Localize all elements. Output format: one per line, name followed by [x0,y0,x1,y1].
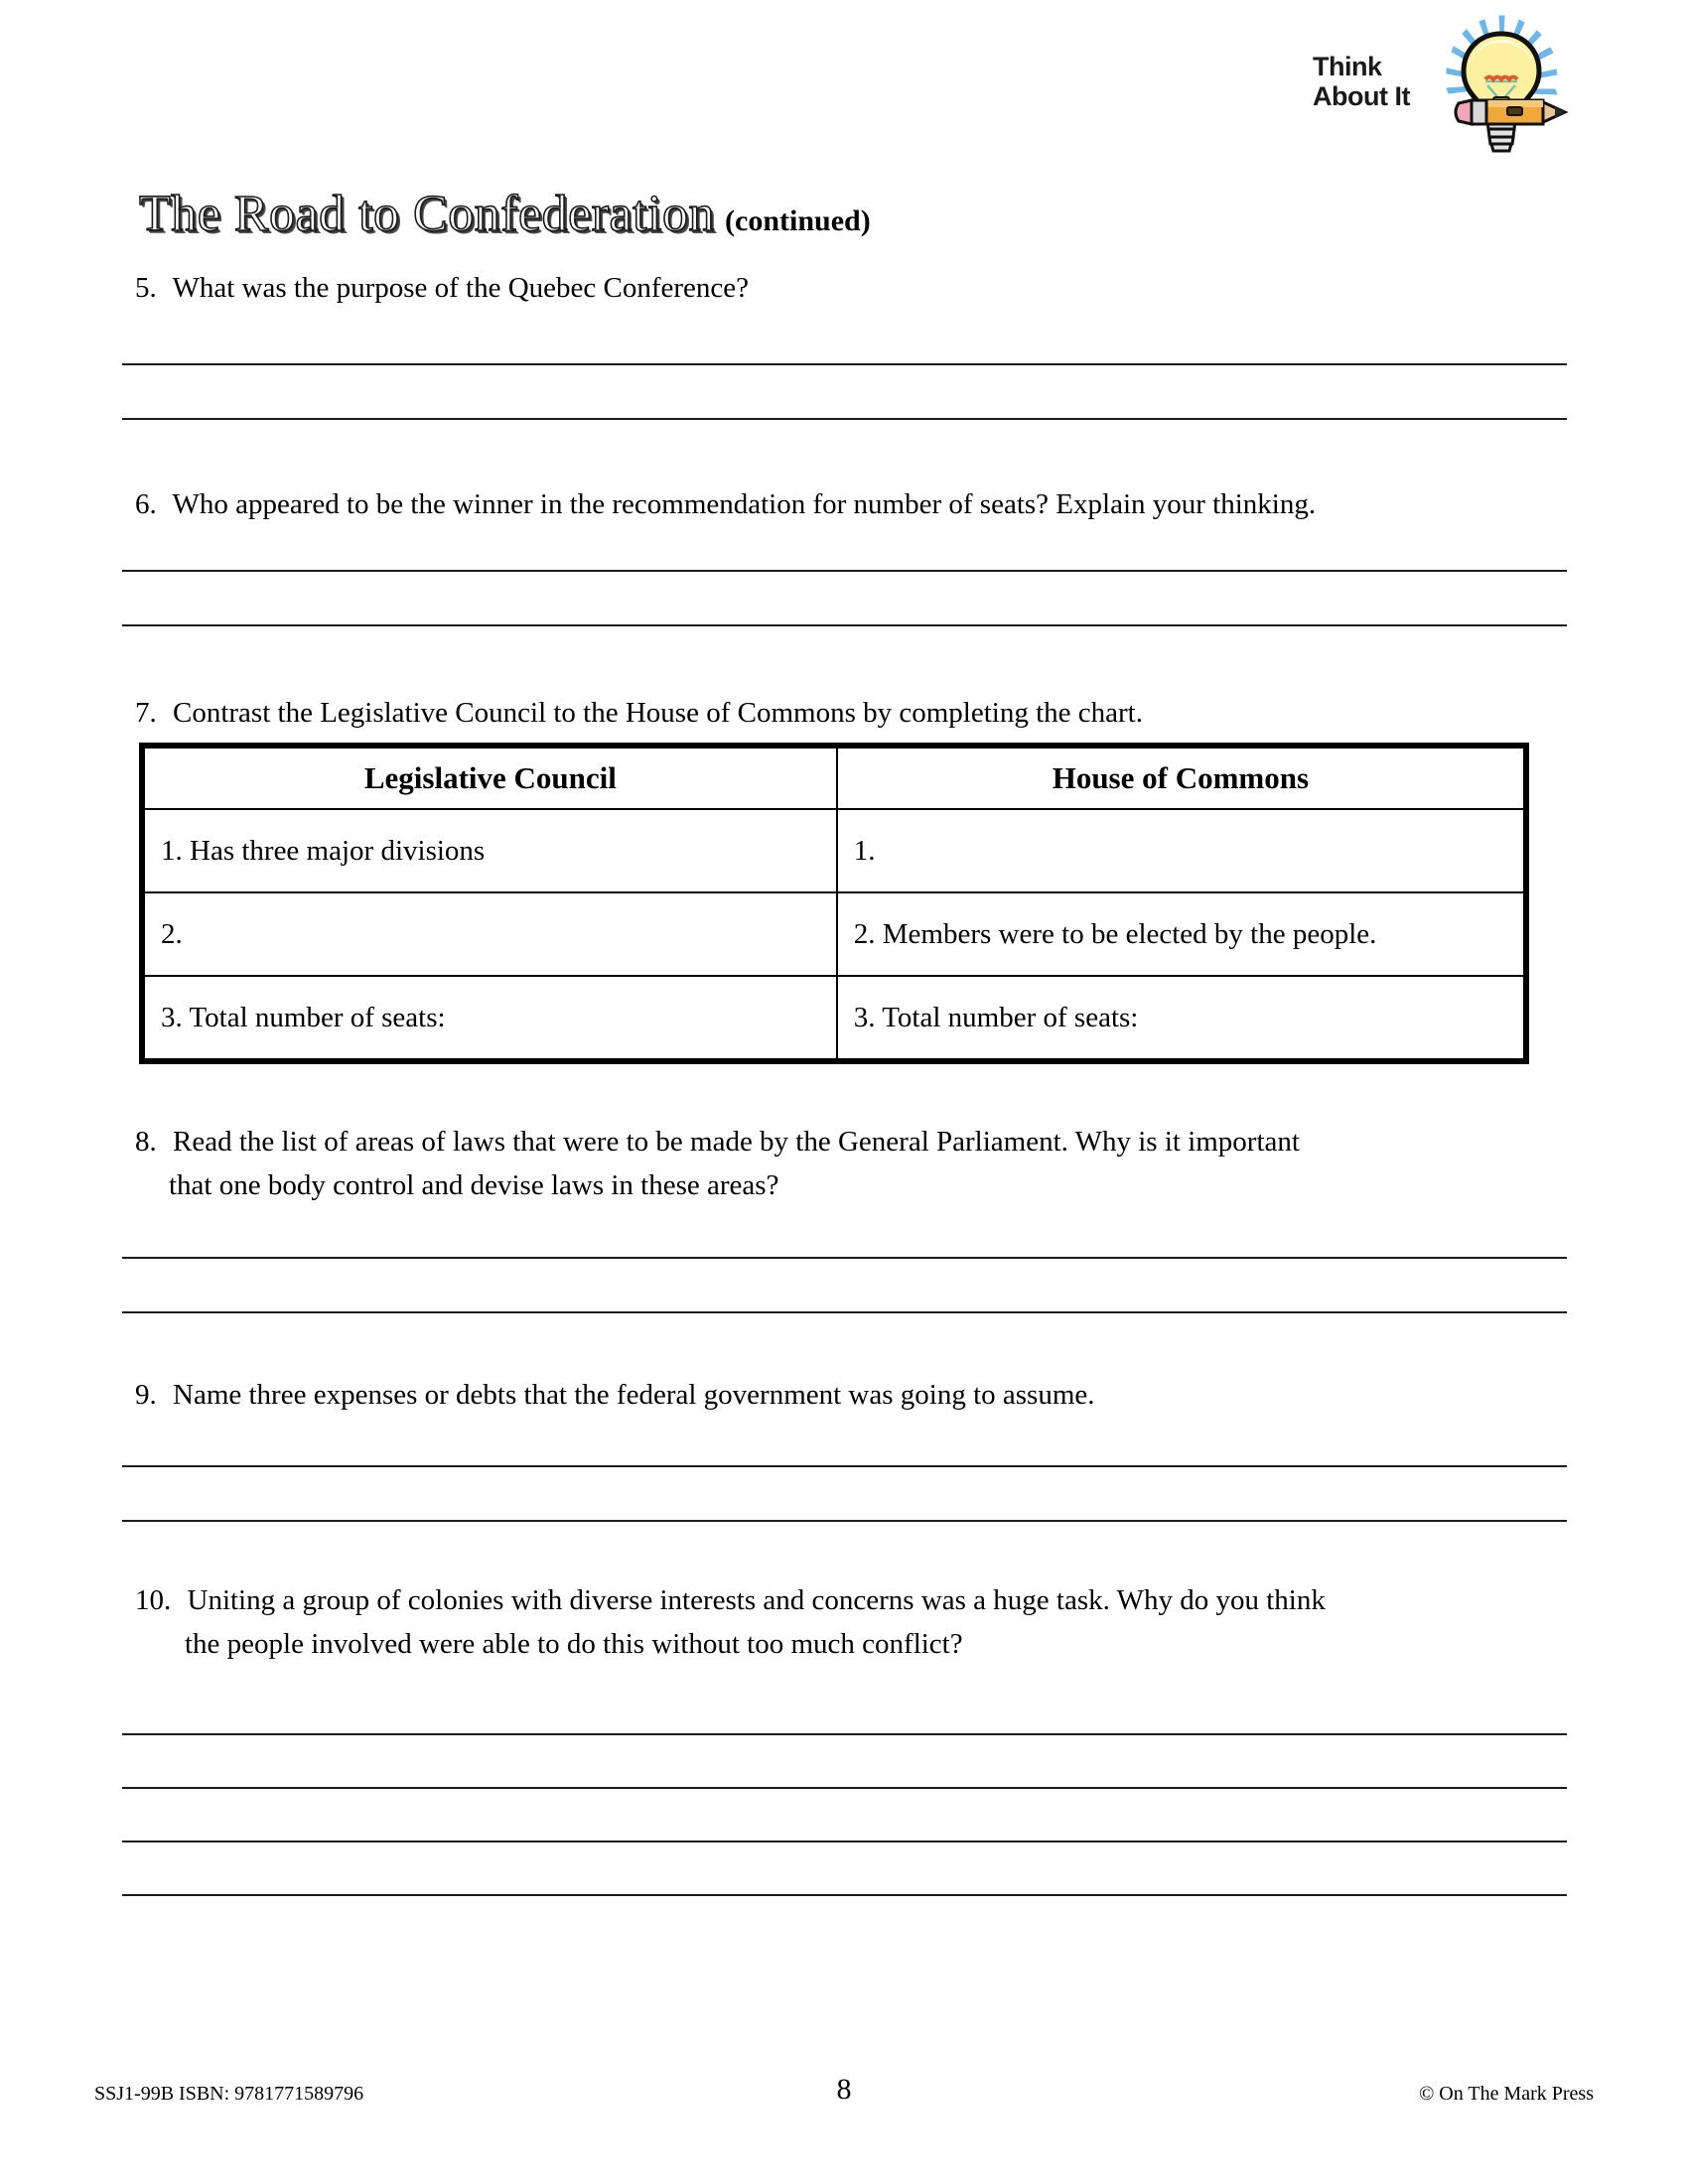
table-header-house-of-commons: House of Commons [837,748,1524,809]
table-row [144,809,1524,892]
footer-isbn: SSJ1-99B ISBN: 9781771589796 [94,2083,364,2105]
question-10-text-line2: the people involved were able to do this without too much conflict? [185,1628,963,1660]
logo-text-line1: Think [1313,52,1382,81]
table-cell-r2c2[interactable]: 2. Members were to be elected by the people. [837,892,1524,976]
question-7-number: 7. [135,697,157,729]
answer-line-q6-2[interactable] [122,624,1567,626]
table-cell-r1c1[interactable]: 1. Has three major divisions [144,809,837,892]
pencil-icon [1456,100,1565,124]
question-10 [135,1580,1326,1620]
table-row [144,892,1524,976]
page-number: 8 [836,2073,852,2106]
question-5-text: What was the purpose of the Quebec Conference? [172,272,750,304]
answer-line-q10-1[interactable] [122,1733,1567,1735]
question-5 [135,268,749,308]
answer-line-q9-1[interactable] [122,1465,1567,1467]
table-cell-r1c2[interactable]: 1. [837,809,1524,892]
question-7-text: Contrast the Legislative Council to the House of Commons by completing the chart. [173,697,1143,729]
question-8 [135,1122,1300,1161]
table-row [144,976,1524,1059]
question-7 [135,693,1143,733]
think-about-it-logo [1313,14,1573,153]
question-8-number: 8. [135,1126,157,1158]
table-cell-r2c1[interactable]: 2. [144,892,837,976]
question-8-text: Read the list of areas of laws that were to be made by the General Parliament. Why is it important [173,1126,1300,1158]
question-6 [135,484,1316,524]
question-8-text-line2: that one body control and devise laws in these areas? [169,1169,779,1201]
answer-line-q8-2[interactable] [122,1311,1567,1313]
comparison-chart [139,743,1529,1064]
table-header-row [144,748,1524,809]
question-10-number: 10. [135,1584,172,1616]
table-cell-r3c1[interactable]: 3. Total number of seats: [144,976,837,1059]
question-5-number: 5. [135,272,157,304]
page-title-main: The Road to Confederation [139,186,716,242]
logo-text-line2: About It [1313,81,1410,111]
answer-line-q6-1[interactable] [122,570,1567,572]
question-9 [135,1375,1095,1415]
question-6-text: Who appeared to be the winner in the recommendation for number of seats? Explain your thinking. [172,488,1317,520]
page-title-continued: (continued) [725,205,871,237]
table-header-legislative-council: Legislative Council [144,748,837,809]
question-9-number: 9. [135,1379,157,1411]
answer-line-q10-2[interactable] [122,1787,1567,1789]
question-9-text: Name three expenses or debts that the federal government was going to assume. [173,1379,1095,1411]
logo-text [1313,52,1440,111]
question-10-text: Uniting a group of colonies with diverse interests and concerns was a huge task. Why do you think [187,1584,1326,1616]
table-cell-r3c2[interactable]: 3. Total number of seats: [837,976,1524,1059]
answer-line-q10-3[interactable] [122,1841,1567,1843]
answer-line-q8-1[interactable] [122,1257,1567,1259]
page-title [139,185,871,243]
footer-copyright: © On The Mark Press [1419,2083,1594,2105]
answer-line-q5-1[interactable] [122,363,1567,365]
lightbulb-icon [1430,14,1573,153]
answer-line-q5-2[interactable] [122,418,1567,420]
answer-line-q10-4[interactable] [122,1894,1567,1896]
answer-line-q9-2[interactable] [122,1520,1567,1522]
logo-artwork [1430,14,1573,153]
question-6-number: 6. [135,488,157,520]
